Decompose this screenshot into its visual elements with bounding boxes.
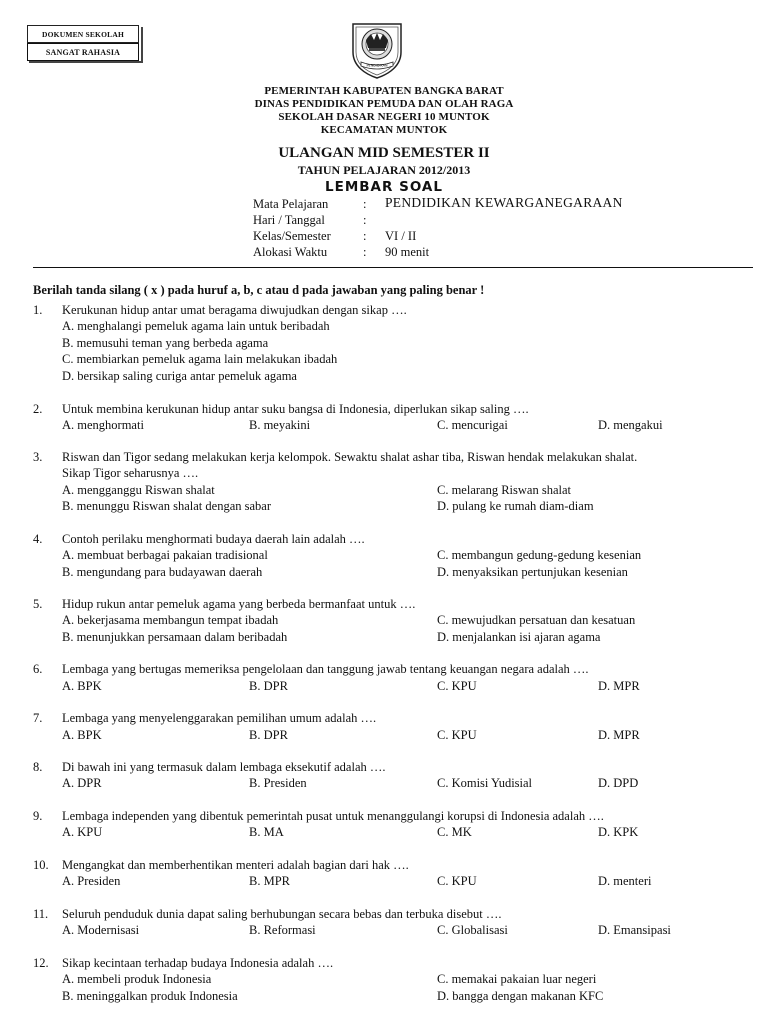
header-district: KECAMATAN MUNTOK <box>320 124 448 136</box>
answer-option: D. MPR <box>598 728 640 742</box>
meta-class-value: VI / II <box>385 229 417 243</box>
answer-option: A. menghormati <box>62 418 144 432</box>
answer-option: B. meninggalkan produk Indonesia <box>62 989 238 1003</box>
question-number: 9. <box>33 809 43 823</box>
exam-title: ULANGAN MID SEMESTER II <box>278 145 490 161</box>
question-text: Lembaga yang menyelenggarakan pemilihan umum adalah …. <box>62 711 377 725</box>
question-text: Sikap kecintaan terhadap budaya Indonesia adalah …. <box>62 956 334 970</box>
question-text: Sikap Tigor seharusnya …. <box>62 466 199 480</box>
answer-option: A. Modernisasi <box>62 923 140 937</box>
meta-colon: : <box>363 229 367 243</box>
answer-option: C. KPU <box>437 874 477 888</box>
answer-option: B. mengundang para budayawan daerah <box>62 565 263 579</box>
meta-subject-label: Mata Pelajaran <box>253 197 329 211</box>
answer-option: A. DPR <box>62 776 102 790</box>
header-government: PEMERINTAH KABUPATEN BANGKA BARAT <box>264 85 504 97</box>
question-text: Seluruh penduduk dunia dapat saling berhubungan secara bebas dan terbuka disebut …. <box>62 907 502 921</box>
answer-option: B. DPR <box>249 728 288 742</box>
header-divider <box>33 267 753 268</box>
answer-option: C. memakai pakaian luar negeri <box>437 972 597 986</box>
answer-option: C. MK <box>437 825 472 839</box>
school-emblem-icon <box>347 18 407 80</box>
question-number: 7. <box>33 711 43 725</box>
answer-option: A. BPK <box>62 679 102 693</box>
answer-option: C. KPU <box>437 728 477 742</box>
answer-option: A. membeli produk Indonesia <box>62 972 212 986</box>
answer-option: C. mencurigai <box>437 418 508 432</box>
answer-option: D. DPD <box>598 776 639 790</box>
question-text: Hidup rukun antar pemeluk agama yang berbeda bermanfaat untuk …. <box>62 597 416 611</box>
instruction-text: Berilah tanda silang ( x ) pada huruf a, b, c atau d pada jawaban yang paling benar ! <box>33 283 485 297</box>
answer-option: B. DPR <box>249 679 288 693</box>
answer-option: D. bersikap saling curiga antar pemeluk agama <box>62 369 297 383</box>
document-label-box: DOKUMEN SEKOLAH <box>27 25 139 43</box>
question-number: 4. <box>33 532 43 546</box>
meta-colon: : <box>363 245 367 259</box>
question-number: 11. <box>33 907 49 921</box>
question-number: 10. <box>33 858 49 872</box>
answer-option: A. Presiden <box>62 874 121 888</box>
answer-option: D. KPK <box>598 825 639 839</box>
question-number: 1. <box>33 303 43 317</box>
answer-option: D. menyaksikan pertunjukan kesenian <box>437 565 628 579</box>
question-number: 3. <box>33 450 43 464</box>
question-number: 12. <box>33 956 49 970</box>
meta-time-label: Alokasi Waktu <box>253 245 328 259</box>
question-text: Kerukunan hidup antar umat beragama diwujudkan dengan sikap …. <box>62 303 407 317</box>
meta-date-label: Hari / Tanggal <box>253 213 325 227</box>
question-number: 8. <box>33 760 43 774</box>
answer-option: D. pulang ke rumah diam-diam <box>437 499 594 513</box>
question-text: Lembaga yang bertugas memeriksa pengelolaan dan tanggung jawab tentang keuangan negara adalah …. <box>62 662 589 676</box>
answer-option: C. melarang Riswan shalat <box>437 483 571 497</box>
answer-option: C. membangun gedung-gedung kesenian <box>437 548 642 562</box>
answer-option: C. KPU <box>437 679 477 693</box>
answer-option: D. mengakui <box>598 418 663 432</box>
answer-option: B. MA <box>249 825 284 839</box>
answer-option: D. MPR <box>598 679 640 693</box>
question-number: 5. <box>33 597 43 611</box>
answer-option: A. bekerjasama membangun tempat ibadah <box>62 613 279 627</box>
answer-option: B. Reformasi <box>249 923 316 937</box>
answer-option: B. menunjukkan persamaan dalam beribadah <box>62 630 288 644</box>
answer-option: B. meyakini <box>249 418 311 432</box>
answer-option: C. membiarkan pemeluk agama lain melakukan ibadah <box>62 352 338 366</box>
answer-option: B. memusuhi teman yang berbeda agama <box>62 336 269 350</box>
answer-option: D. menjalankan isi ajaran agama <box>437 630 601 644</box>
meta-colon: : <box>363 197 367 211</box>
header-department: DINAS PENDIDIKAN PEMUDA DAN OLAH RAGA <box>254 98 514 110</box>
answer-option: C. Komisi Yudisial <box>437 776 533 790</box>
meta-colon: : <box>363 213 367 227</box>
meta-time-value: 90 menit <box>385 245 430 259</box>
question-text: Contoh perilaku menghormati budaya daerah lain adalah …. <box>62 532 365 546</box>
question-text: Untuk membina kerukunan hidup antar suku bangsa di Indonesia, diperlukan sikap saling …. <box>62 402 529 416</box>
answer-option: A. KPU <box>62 825 103 839</box>
answer-option: D. bangga dengan makanan KFC <box>437 989 604 1003</box>
question-text: Lembaga independen yang dibentuk pemerintah pusat untuk menanggulangi korupsi di Indonesia adalah …. <box>62 809 604 823</box>
question-text: Di bawah ini yang termasuk dalam lembaga eksekutif adalah …. <box>62 760 386 774</box>
meta-class-label: Kelas/Semester <box>253 229 331 243</box>
answer-option: A. membuat berbagai pakaian tradisional <box>62 548 268 562</box>
question-number: 2. <box>33 402 43 416</box>
answer-option: D. menteri <box>598 874 652 888</box>
question-text: Mengangkat dan memberhentikan menteri adalah bagian dari hak …. <box>62 858 409 872</box>
question-text: Riswan dan Tigor sedang melakukan kerja kelompok. Sewaktu shalat ashar tiba, Riswan hendak melakukan shalat. <box>62 450 638 464</box>
answer-option: C. mewujudkan persatuan dan kesatuan <box>437 613 636 627</box>
exam-year: TAHUN PELAJARAN 2012/2013 <box>297 163 471 177</box>
answer-option: B. Presiden <box>249 776 307 790</box>
sheet-title: LEMBAR SOAL <box>325 179 443 195</box>
meta-subject-value: PENDIDIKAN KEWARGANEGARAAN <box>385 195 623 210</box>
answer-option: C. Globalisasi <box>437 923 508 937</box>
answer-option: A. BPK <box>62 728 102 742</box>
emblem-motto: PENDIDIKAN <box>366 63 388 68</box>
confidential-label-box: SANGAT RAHASIA <box>27 43 139 61</box>
answer-option: A. mengganggu Riswan shalat <box>62 483 215 497</box>
header-school: SEKOLAH DASAR NEGERI 10 MUNTOK <box>278 111 490 123</box>
answer-option: A. menghalangi pemeluk agama lain untuk beribadah <box>62 319 330 333</box>
question-number: 6. <box>33 662 43 676</box>
answer-option: B. MPR <box>249 874 290 888</box>
answer-option: B. menunggu Riswan shalat dengan sabar <box>62 499 271 513</box>
answer-option: D. Emansipasi <box>598 923 671 937</box>
